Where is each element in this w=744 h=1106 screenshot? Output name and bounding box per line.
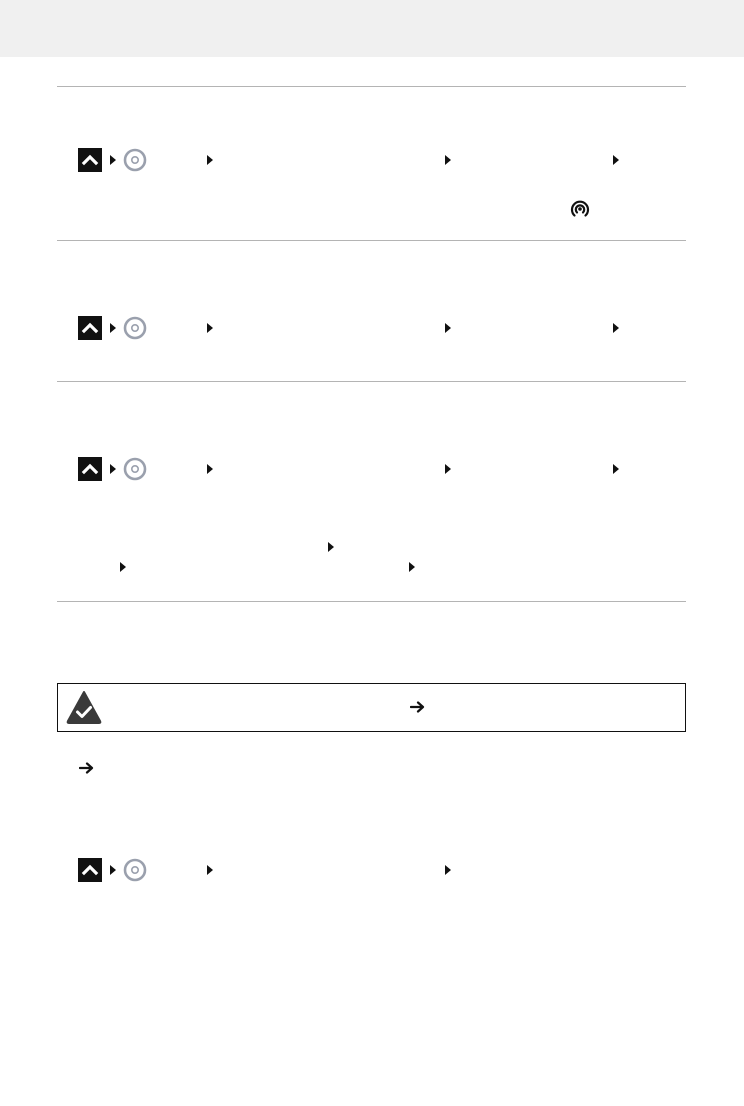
settings-icon [123,858,147,882]
path-separator [110,323,116,333]
path-separator [207,323,213,333]
notice-box [57,683,686,732]
path-separator [445,323,451,333]
path-separator [613,323,619,333]
menu-path [78,457,638,481]
menu-path [78,148,638,172]
path-separator [110,865,116,875]
section-divider [57,381,686,382]
path-separator [445,464,451,474]
menu-path [78,316,638,340]
path-separator [207,865,213,875]
arrow-right-icon [410,701,426,713]
path-separator [613,464,619,474]
home-icon [78,316,102,340]
arrow-right-icon [79,762,95,774]
path-separator [207,464,213,474]
path-separator [110,155,116,165]
menu-path [78,858,638,882]
page-header-band [0,0,744,57]
warning-check-icon [65,689,103,725]
path-separator [445,865,451,875]
path-separator [207,155,213,165]
home-icon [78,858,102,882]
home-icon [78,457,102,481]
section-divider [57,240,686,241]
settings-icon [123,148,147,172]
path-separator [613,155,619,165]
settings-icon [123,457,147,481]
section-divider [57,601,686,602]
path-separator [120,562,126,572]
path-separator [445,155,451,165]
radio-signal-icon [567,196,593,222]
path-separator [110,464,116,474]
settings-icon [123,316,147,340]
path-separator [328,542,334,552]
section-divider [57,86,686,87]
path-separator [409,562,415,572]
home-icon [78,148,102,172]
